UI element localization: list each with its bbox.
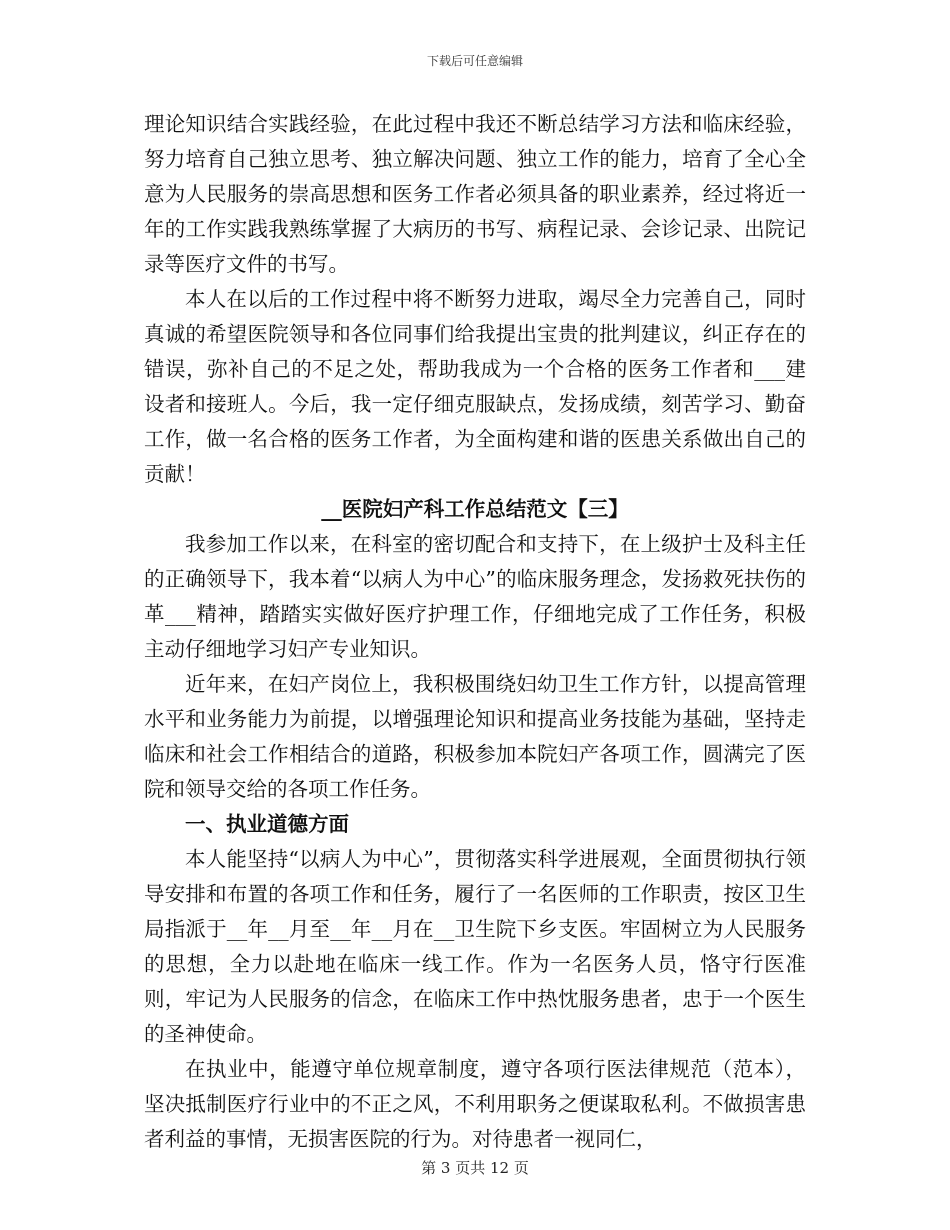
section-title: __医院妇产科工作总结范文【三】	[321, 497, 629, 521]
sub-heading-ethics: 一、执业道德方面	[185, 812, 349, 836]
page-header-note: 下载后可任意编辑	[426, 54, 523, 68]
page-number: 第 3 页共 12 页	[421, 1159, 529, 1177]
paragraph-practice: 在执业中，能遵守单位规章制度，遵守各项行医法律规范（范本），坚决抵制医疗行业中的不正之风，不利用职务之便谋取私利。不做损害患者利益的事情，无损害医院的行为。对待患者一视同仁，	[144, 1057, 806, 1151]
paragraph-intro: 我参加工作以来，在科室的密切配合和支持下，在上级护士及科主任的正确领导下，我本着“以病人为中心”的临床服务理念，发扬救死扶伤的革___精神，踏踏实实做好医疗护理工作，仔细地完成了工作任务，积极主动仔细地学习妇产专业知识。	[144, 532, 806, 661]
paragraph-continued: 理论知识结合实践经验，在此过程中我还不断总结学习方法和临床经验，努力培育自己独立思考、独立解决问题、独立工作的能力，培育了全心全意为人民服务的崇高思想和医务工作者必须具备的职业素养，经过将近一年的工作实践我熟练掌握了大病历的书写、病程记录、会诊记录、出院记录等医疗文件的书写。	[144, 112, 806, 276]
paragraph-ethics: 本人能坚持“以病人为中心”，贯彻落实科学进展观，全面贯彻执行领导安排和布置的各项工作和任务，履行了一名医师的工作职责，按区卫生局指派于__年__月至__年__月在__卫生院下乡支医。牢固树立为人民服务的思想，全力以赴地在临床一线工作。作为一名医务人员，恪守行医准则，牢记为人民服务的信念，在临床工作中热忱服务患者，忠于一个医生的圣神使命。	[144, 847, 806, 1046]
document-body	[144, 107, 806, 1157]
paragraph-self-improvement: 本人在以后的工作过程中将不断努力进取，竭尽全力完善自己，同时真诚的希望医院领导和各位同事们给我提出宝贵的批判建议，纠正存在的错误，弥补自己的不足之处，帮助我成为一个合格的医务工作者和___建设者和接班人。今后，我一定仔细克服缺点，发扬成绩，刻苦学习、勤奋工作，做一名合格的医务工作者，为全面构建和谐的医患关系做出自己的贡献！	[144, 287, 806, 486]
paragraph-recent-years: 近年来，在妇产岗位上，我积极围绕妇幼卫生工作方针，以提高管理水平和业务能力为前提，以增强理论知识和提高业务技能为基础，坚持走临床和社会工作相结合的道路，积极参加本院妇产各项工作，圆满完了医院和领导交给的各项工作任务。	[144, 672, 806, 801]
